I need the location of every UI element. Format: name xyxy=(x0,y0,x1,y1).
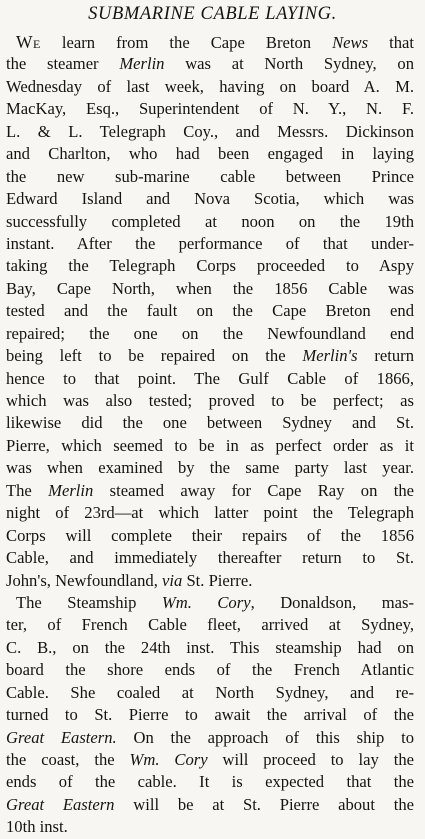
text-line: which was also tested; proved to be perfect; as xyxy=(6,391,414,410)
text-line: Pierre, which seemed to be in as perfect order as it xyxy=(6,435,414,455)
text-line: Corps will complete their repairs of the 1856 xyxy=(6,525,414,545)
text-line: Great Eastern. On the approach of this ship to xyxy=(6,727,414,747)
text-line: repaired; the one on the Newfoundland end xyxy=(6,323,414,343)
text-line: instant. After the performance of that under- xyxy=(6,233,414,253)
article-body xyxy=(6,31,414,839)
text-line: ends of the cable. It is expected that the xyxy=(6,772,414,792)
text-line: being left to be repaired on the Merlin's return xyxy=(6,346,414,366)
text-line: Edward Island and Nova Scotia, which was xyxy=(6,189,414,209)
text-line: MacKay, Esq., Superintendent of N. Y., N. F. xyxy=(6,99,414,119)
text-line: and Charlton, who had been engaged in laying xyxy=(6,144,414,164)
text-line: Cable, and immediately thereafter return to St. xyxy=(6,548,414,568)
text-line: The Steamship Wm. Cory, Donaldson, mas- xyxy=(16,592,414,612)
text-line: taking the Telegraph Corps proceeded to Aspy xyxy=(6,256,414,276)
text-line: likewise did the one between Sydney and St. xyxy=(6,413,414,433)
text-line: We learn from the Cape Breton News that xyxy=(16,32,414,52)
text-line: the steamer Merlin was at North Sydney, on xyxy=(6,54,414,74)
text-line: ter, of French Cable fleet, arrived at Sydney, xyxy=(6,615,414,635)
text-line: Bay, Cape North, when the 1856 Cable was xyxy=(6,278,414,298)
text-line: the coast, the Wm. Cory will proceed to lay the xyxy=(6,750,414,769)
text-line: night of 23rd—at which latter point the Telegraph xyxy=(6,503,414,523)
article-title: SUBMARINE CABLE LAYING. xyxy=(88,4,337,24)
text-line: The Merlin steamed away for Cape Ray on the xyxy=(6,480,414,500)
text-line: turned to St. Pierre to await the arrival of the xyxy=(6,705,414,725)
text-line: tested and the fault on the Cape Breton end xyxy=(6,301,414,321)
text-line: successfully completed at noon on the 19th xyxy=(6,211,414,231)
text-line: Great Eastern will be at St. Pierre about the xyxy=(6,794,414,814)
text-line: the new sub-marine cable between Prince xyxy=(6,166,414,186)
text-line: C. B., on the 24th inst. This steamship had on xyxy=(6,637,414,657)
text-line: hence to that point. The Gulf Cable of 1866, xyxy=(6,368,414,388)
text-line: 10th inst. xyxy=(6,817,68,837)
text-line: was when examined by the same party last year. xyxy=(6,458,414,478)
text-line: L. & L. Telegraph Coy., and Messrs. Dickinson xyxy=(6,121,414,141)
text-line: Cable. She coaled at North Sydney, and re- xyxy=(6,682,414,702)
text-line: John's, Newfoundland, via St. Pierre. xyxy=(6,570,253,590)
drop-word: We xyxy=(16,32,41,52)
text-line: board the shore ends of the French Atlantic xyxy=(6,660,414,680)
text-line: Wednesday of last week, having on board A. M. xyxy=(6,76,414,96)
